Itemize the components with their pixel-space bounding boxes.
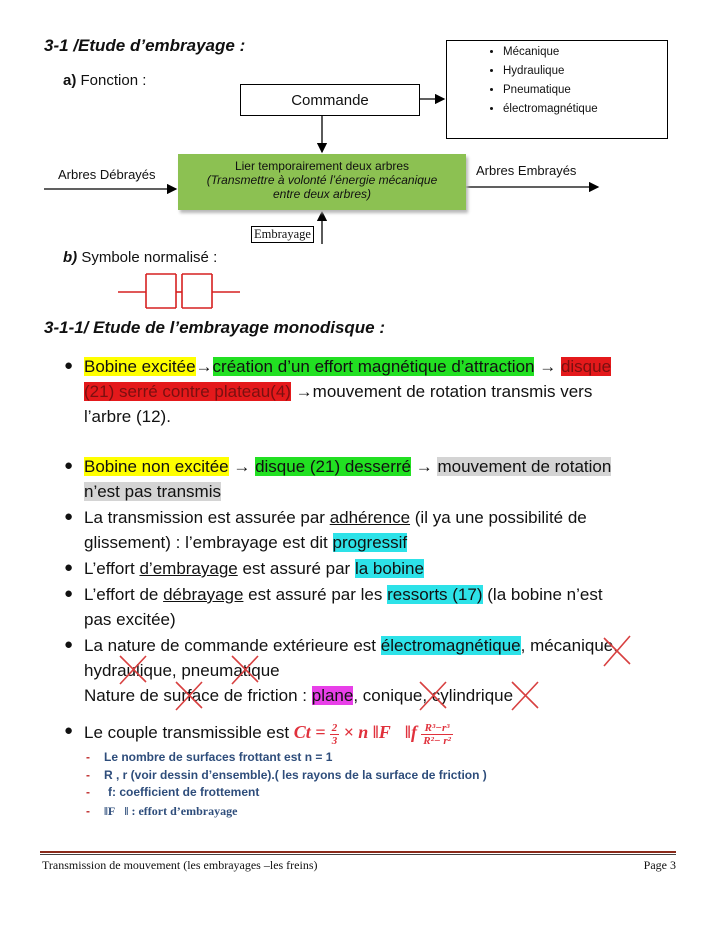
output-label: Arbres Embrayés [476,163,577,178]
bullet-icon: ● [64,636,74,653]
hl-bobine-non-excitee: Bobine non excitée [84,457,229,476]
hl-disque-desserre: disque (21) desserré [255,457,411,476]
part-b-heading [63,249,217,266]
bullet6-line2: hydraulique, pneumatique [84,661,280,680]
footer-rule [40,851,676,853]
hl-plane: plane [311,686,354,705]
hl-progressif: progressif [332,533,408,552]
bullet-icon: ● [64,585,74,602]
hl-pas-transmis: n’est pas transmis [84,482,221,501]
hl-electromagnetique: électromagnétique [380,636,521,655]
part-a-prefix: a) [63,72,77,89]
strike-marks [0,620,720,720]
hl-la-bobine: la bobine [354,559,424,578]
dash-icon: - [86,750,90,764]
note-2: R , r (voir dessin d’ensemble).( les rayons de la surface de friction ) [104,768,487,782]
bullet6-line1: La nature de commande extérieure est électromagnétique, mécanique, [84,636,618,655]
strike-pneumatique-icon [232,656,258,684]
part-b-label: Symbole normalisé : [81,249,218,266]
hl-mouvement-rotation: mouvement de rotation [437,457,612,476]
bullet2-line2 [84,479,221,504]
note-3: f: coefficient de frottement [108,785,260,799]
function-line1: Lier temporairement deux arbres [234,159,410,173]
bullet1-line2: (21) serré contre plateau(4) →mouvement de rotation transmis vers [84,382,593,401]
option-item: • Hydraulique [503,63,667,79]
command-options-box [446,40,668,139]
dash-icon: - [86,804,90,818]
bullet3-line2: glissement) : l’embrayage est dit progressif [84,533,408,552]
embrayage-label: Embrayage [251,226,314,243]
bullet5-line2: pas excitée) [84,610,176,629]
bullet1-line3: l’arbre (12). [84,407,171,426]
hl-disque: disque [560,357,612,376]
strike-cylindrique-icon [512,682,538,710]
dash-icon: - [86,785,90,799]
subsection-title: 3-1-1/ Etude de l’embrayage monodisque : [44,318,386,337]
strike-hydraulique-icon [120,656,146,684]
bullet-icon: ● [64,722,74,739]
couple-formula: Ct = $\frac{2}{3}$ × n ‖F⃗‖f $\frac{\text{R³−r³}}{\text{R²− r²}}$ [293,721,451,747]
strike-de-icon [176,682,202,710]
function-line3: entre deux arbres) [272,187,372,201]
clutch-symbol-icon [118,270,242,312]
bullet7-line1: Le couple transmissible est Ct = $\frac{2}{3}$ × n ‖F⃗‖f $\frac{\text{R³−r³}}{\text{R²− r²}}$ [84,721,451,747]
dash-icon: - [86,768,90,782]
bullet6-line3: Nature de surface de friction : plane, conique, cylindrique [84,686,514,705]
bullet3-line1: La transmission est assurée par adhérence (il ya une possibilité de [84,508,587,527]
hl-bobine-excitee: Bobine excitée [84,357,196,376]
adherence-term: adhérence [329,508,411,527]
function-box [178,154,466,210]
hl-ressorts: ressorts (17) [387,585,483,604]
page-number: Page 3 [643,858,676,872]
option-item: • Pneumatique [503,82,667,98]
strike-mecanique-icon [604,636,630,666]
hl-creation-effort: création d’un effort magnétique d’attraction [212,357,535,376]
strike-conique-icon [420,682,446,710]
bullet-icon: ● [64,508,74,525]
part-a-label: Fonction : [80,72,147,89]
input-label: Arbres Débrayés [58,167,156,182]
footer-rule-thin [40,854,676,855]
bullet1-line1: Bobine excitée→création d’un effort magnétique d’attraction → disque [84,357,612,376]
option-item: • électromagnétique [503,101,667,117]
bullet-icon: ● [64,457,74,474]
bullet4-line1: L’effort d’embrayage est assuré par la bobine [84,559,424,578]
footer [42,858,676,873]
commande-label: Commande [291,91,369,109]
bullet5-line1: L’effort de débrayage est assuré par les ressorts (17) (la bobine n’est [84,585,603,604]
hl-disque-serre: (21) serré contre plateau(4) [84,382,291,401]
bullet-icon: ● [64,357,74,374]
footer-title: Transmission de mouvement (les embrayages –les freins) [42,858,318,872]
note-1: Le nombre de surfaces frottant est n = 1 [104,750,333,764]
section-title: 3-1 /Etude d’embrayage : [44,36,246,55]
bullet-icon: ● [64,559,74,576]
part-b-prefix: b) [63,249,78,266]
bullet2-line1: Bobine non excitée → disque (21) desserré → mouvement de rotation [84,457,612,476]
commande-box [240,84,420,116]
option-item: • Mécanique [503,44,667,60]
note-4: ‖F⃗‖ : effort d’embrayage [104,804,238,818]
function-line2: (Transmettre à volonté l’énergie mécanique [206,173,438,187]
